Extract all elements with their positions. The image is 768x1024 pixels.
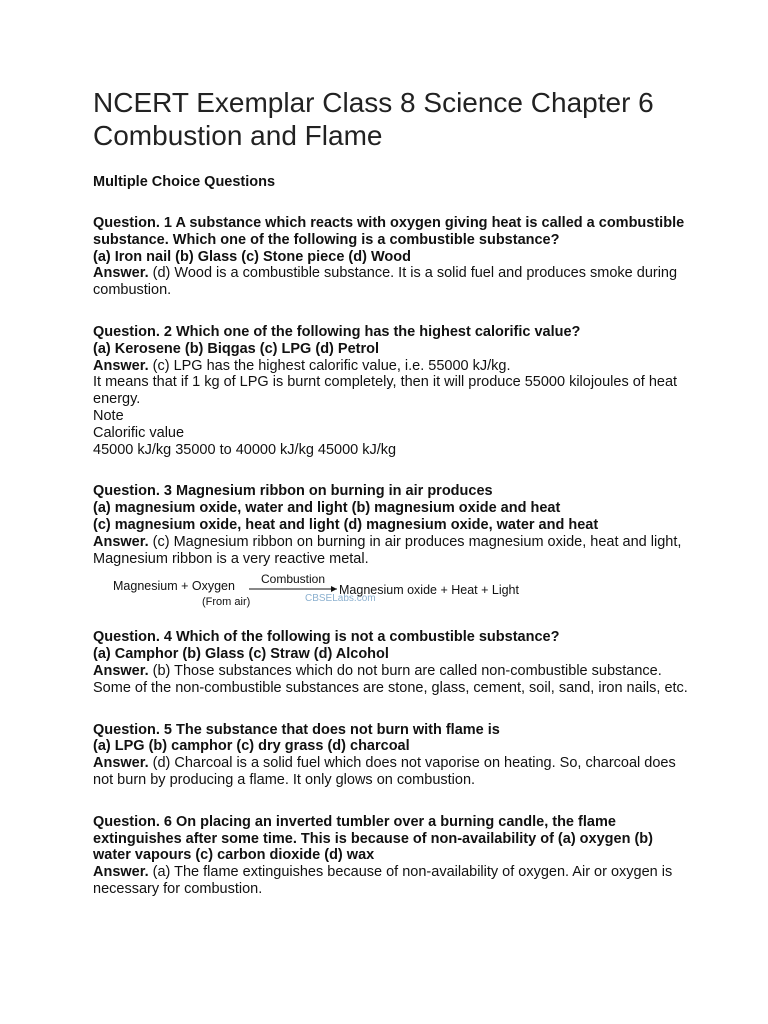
answer-text: (b) Those substances which do not burn are called non-combustible substance. Some of the non-combustible substances are stone, glass, cement, soil, sand, iron nails, etc.: [93, 662, 688, 696]
answer: [93, 534, 693, 568]
page-title: NCERT Exemplar Class 8 Science Chapter 6 Combustion and Flame: [93, 87, 654, 151]
question-block-6: [93, 814, 693, 898]
question-options: (a) LPG (b) camphor (c) dry grass (d) charcoal: [93, 738, 410, 755]
question-block-3: [93, 483, 693, 617]
question-block-1: [93, 215, 693, 299]
question-block-4: [93, 629, 693, 696]
question-text: Question. 3 Magnesium ribbon on burning in air produces: [93, 483, 493, 500]
answer-label: Answer.: [93, 864, 149, 881]
question-options: (a) Kerosene (b) Biqgas (c) LPG (d) Petrol: [93, 340, 379, 357]
answer: [93, 358, 693, 375]
answer-text: (a) The flame extinguishes because of non-availability of oxygen. Air or oxygen is necessary for combustion.: [93, 864, 673, 897]
answer: [93, 265, 693, 299]
answer: [93, 663, 693, 697]
question-options: (a) Iron nail (b) Glass (c) Stone piece (d) Wood: [93, 248, 411, 265]
watermark: CBSELabs.com: [305, 593, 376, 605]
equation-figure: [111, 571, 551, 617]
document-page: [93, 86, 693, 898]
question-text: Question. 5 The substance that does not burn with flame is: [93, 721, 500, 738]
answer-extra-line: Note: [93, 407, 124, 424]
answer: [93, 864, 693, 898]
question-options: (a) magnesium oxide, water and light (b) magnesium oxide and heat: [93, 500, 561, 517]
equation-condition: Combustion: [261, 572, 326, 587]
answer-label: Answer.: [93, 755, 149, 772]
question-text: Question. 4 Which of the following is not a combustible substance?: [93, 629, 560, 646]
answer-label: Answer.: [93, 357, 149, 374]
equation-reactants: Magnesium + Oxygen: [113, 579, 235, 594]
question-text: Question. 6 On placing an inverted tumbler over a burning candle, the flame extinguishes after some time. This is because of non-availability of (a) oxygen (b) water vapours (c) carbon dioxide (d) wax: [93, 813, 653, 864]
answer-text: (d) Wood is a combustible substance. It is a solid fuel and produces smoke during combustion.: [93, 265, 678, 299]
equation-products: Magnesium oxide + Heat + Light: [339, 583, 519, 598]
answer-extra-line: 45000 kJ/kg 35000 to 40000 kJ/kg 45000 kJ/kg: [93, 441, 397, 458]
answer-label: Answer.: [93, 662, 149, 679]
section-heading: Multiple Choice Questions: [93, 174, 276, 190]
question-block-2: [93, 324, 693, 458]
answer-extra-line: Calorific value: [93, 424, 185, 441]
question-options-continued: (c) magnesium oxide, heat and light (d) magnesium oxide, water and heat: [93, 516, 599, 533]
answer-text: (d) Charcoal is a solid fuel which does not vaporise on heating. So, charcoal does not burn by producing a flame. It only glows on combustion.: [93, 755, 676, 788]
equation-arrow-head: [331, 586, 337, 592]
answer-text: (c) Magnesium ribbon on burning in air produces magnesium oxide, heat and light, Magnesium ribbon is a very reactive metal.: [93, 533, 682, 567]
equation-subnote: (From air): [202, 596, 251, 609]
question-options: (a) Camphor (b) Glass (c) Straw (d) Alcohol: [93, 646, 389, 663]
answer-label: Answer.: [93, 533, 149, 550]
answer: [93, 755, 693, 789]
question-text: Question. 1 A substance which reacts with oxygen giving heat is called a combustible substance. Which one of the following is a combustible substance?: [93, 215, 685, 248]
answer-text: (c) LPG has the highest calorific value, i.e. 55000 kJ/kg.: [152, 357, 511, 374]
question-block-5: [93, 722, 693, 789]
question-text: Question. 2 Which one of the following has the highest calorific value?: [93, 323, 581, 340]
answer-label: Answer.: [93, 265, 149, 282]
answer-extra-line: It means that if 1 kg of LPG is burnt completely, then it will produce 55000 kilojoules of heat energy.: [93, 374, 678, 408]
chemical-equation: [93, 571, 693, 617]
